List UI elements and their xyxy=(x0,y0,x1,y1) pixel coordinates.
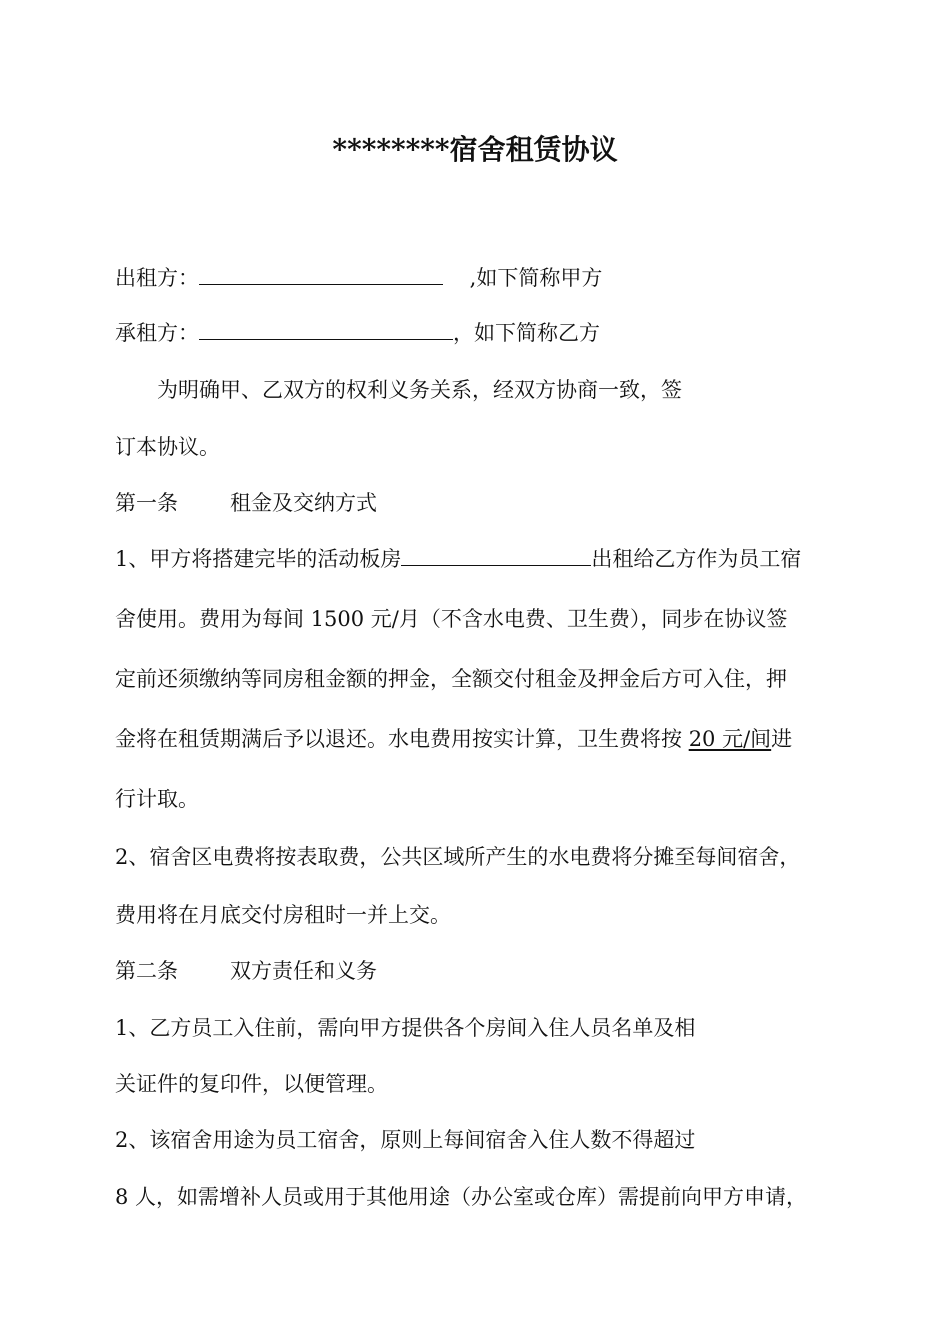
article-1-item-1-text: 1、甲方将搭建完毕的活动板房 xyxy=(115,547,402,571)
article-2-item-1-line-1: 1、乙方员工入住前，需向甲方提供各个房间入住人员名单及相 xyxy=(115,1016,696,1040)
intro-line-1: 为明确甲、乙双方的权利义务关系，经双方协商一致，签 xyxy=(157,378,682,402)
article-1-item-1-line-2: 舍使用。费用为每间 1500 元/月（不含水电费、卫生费），同步在协议签 xyxy=(115,607,788,631)
lessor-blank xyxy=(199,264,443,285)
article-2-title: 双方责任和义务 xyxy=(230,959,377,983)
lessee-line xyxy=(115,319,600,347)
lessee-suffix: ，如下简称乙方 xyxy=(453,321,600,345)
article-1-item-1-line-4-pre: 金将在租赁期满后予以退还。水电费用按实计算，卫生费将按 xyxy=(115,727,689,751)
lessor-line xyxy=(115,264,602,292)
article-1-heading xyxy=(115,489,377,517)
article-1-number: 第一条 xyxy=(115,491,178,515)
document-title: ********宿舍租赁协议 xyxy=(332,133,618,166)
article-1-item-1-line-5: 行计取。 xyxy=(115,787,199,811)
house-blank xyxy=(401,545,591,566)
article-1-item-1-text-post: 出租给乙方作为员工宿 xyxy=(591,547,802,571)
lessor-suffix: ,如下简称甲方 xyxy=(463,266,603,290)
article-2-item-2-line-2: 8 人，如需增补人员或用于其他用途（办公室或仓库）需提前向甲方申请， xyxy=(115,1185,808,1209)
article-1-title: 租金及交纳方式 xyxy=(230,491,377,515)
article-2-item-2-line-1: 2、该宿舍用途为员工宿舍，原则上每间宿舍入住人数不得超过 xyxy=(115,1128,696,1152)
lessee-label: 承租方： xyxy=(115,321,199,345)
article-2-item-1-line-2: 关证件的复印件，以便管理。 xyxy=(115,1072,388,1096)
article-1-item-1-line-3: 定前还须缴纳等同房租金额的押金，全额交付租金及押金后方可入住，押 xyxy=(115,667,787,691)
article-1-item-1-line-1 xyxy=(115,545,801,573)
article-1-item-2-line-2: 费用将在月底交付房租时一并上交。 xyxy=(115,903,451,927)
article-1-item-1-line-4-post: 进 xyxy=(771,727,793,751)
lessee-blank xyxy=(199,319,453,340)
article-2-number: 第二条 xyxy=(115,959,178,983)
article-1-item-2-line-1: 2、宿舍区电费将按表取费，公共区域所产生的水电费将分摊至每间宿舍， xyxy=(115,845,801,869)
article-1-item-1-line-4 xyxy=(115,725,792,753)
intro-line-2: 订本协议。 xyxy=(115,435,220,459)
lessor-label: 出租方： xyxy=(115,266,199,290)
article-2-heading xyxy=(115,957,377,985)
sanitation-fee-value: 20 元/间 xyxy=(688,727,772,751)
